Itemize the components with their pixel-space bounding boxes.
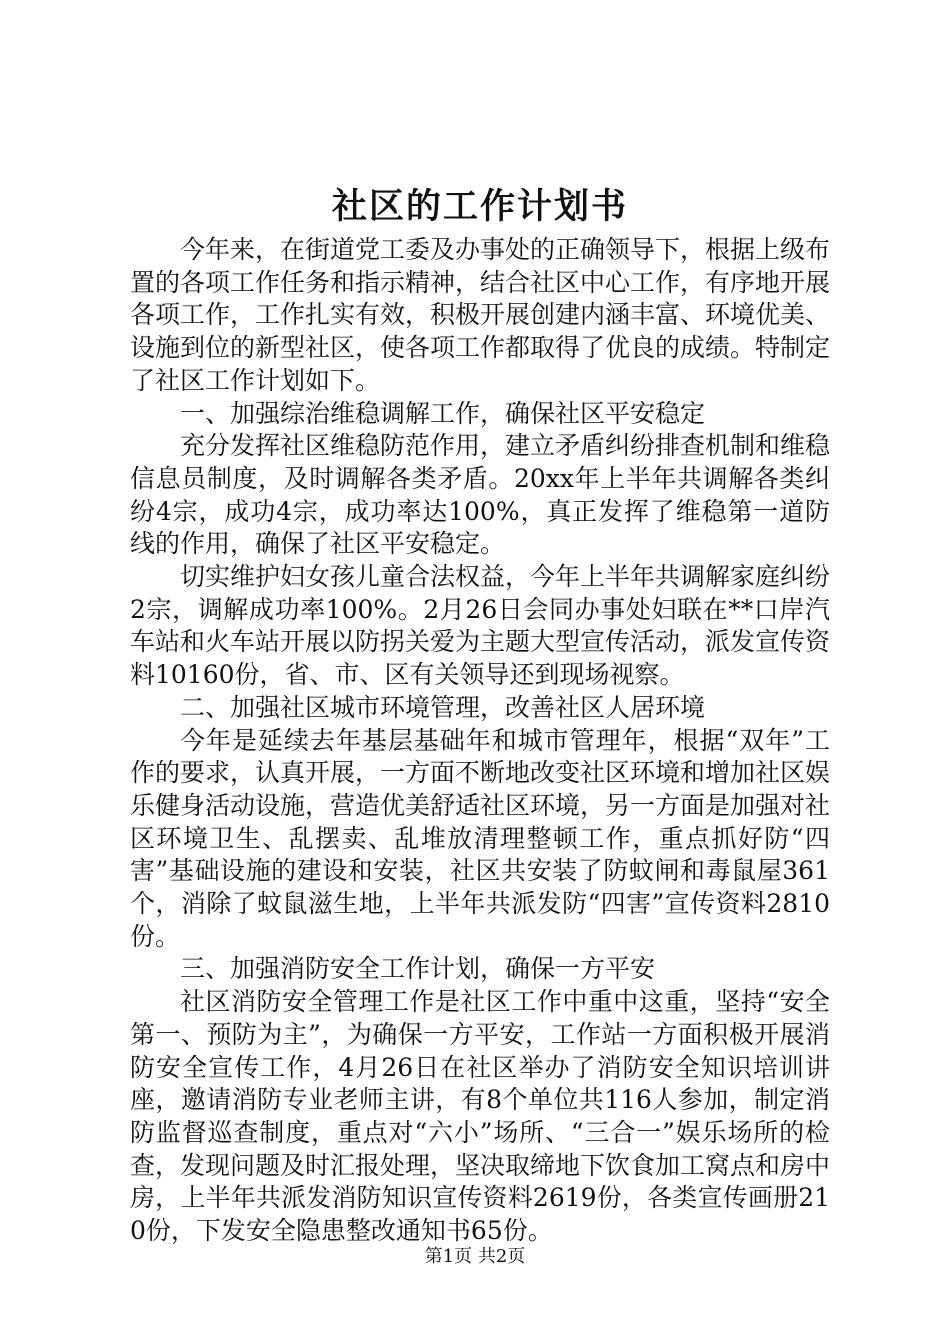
section-heading-1: 一、加强综治维稳调解工作，确保社区平安稳定 <box>180 398 706 428</box>
section-1-paragraph-2: 切实维护妇女孩儿童合法权益，今年上半年共调解家庭纠纷2宗，调解成功率100%。2月26日会同办事处妇联在**口岸汽车站和火车站开展以防拐关爱为主题大型宣传活动，派发宣传资料10160份，省、市、区有关领导还到现场视察。 <box>130 562 831 690</box>
document-page <box>130 180 830 1248</box>
page-footer: 第1页 共2页 <box>424 1246 526 1267</box>
section-2-paragraph: 今年是延续去年基层基础年和城市管理年，根据“双年”工作的要求，认真开展，一方面不断地改变社区环境和增加社区娱乐健身活动设施，营造优美舒适社区环境，另一方面是加强对社区环境卫生、乱摆卖、乱堆放清理整顿工作，重点抓好防“四害”基础设施的建设和安装，社区共安装了防蚊闸和毒鼠屋361个，消除了蚊鼠滋生地，上半年共派发防“四害”宣传资料2810份。 <box>130 725 831 951</box>
section-3-paragraph: 社区消防安全管理工作是社区工作中重中这重，坚持“安全第一、预防为主”，为确保一方平安，工作站一方面积极开展消防安全宣传工作，4月26日在社区举办了消防安全知识培训讲座，邀请消防专业老师主讲，有8个单位共116人参加，制定消防监督巡查制度，重点对“六小”场所、“三合一”娱乐场所的检查，发现问题及时汇报处理，坚决取缔地下饮食加工窝点和房中房，上半年共派发消防知识宣传资料2619份，各类宣传画册210份，下发安全隐患整改通知书65份。 <box>130 987 831 1246</box>
document-title: 社区的工作计划书 <box>331 186 628 227</box>
section-heading-3: 三、加强消防安全工作计划，确保一方平安 <box>180 954 656 984</box>
section-heading-2: 二、加强社区城市环境管理，改善社区人居环境 <box>180 692 706 722</box>
intro-paragraph: 今年来，在街道党工委及办事处的正确领导下，根据上级布置的各项工作任务和指示精神，结合社区中心工作，有序地开展各项工作，工作扎实有效，积极开展创建内涵丰富、环境优美、设施到位的新型社区，使各项工作都取得了优良的成绩。特制定了社区工作计划如下。 <box>130 235 831 395</box>
section-1-paragraph-1: 充分发挥社区维稳防范作用，建立矛盾纠纷排查机制和维稳信息员制度，及时调解各类矛盾。20xx年上半年共调解各类纠纷4宗，成功4宗，成功率达100%，真正发挥了维稳第一道防线的作用，确保了社区平安稳定。 <box>130 431 831 559</box>
